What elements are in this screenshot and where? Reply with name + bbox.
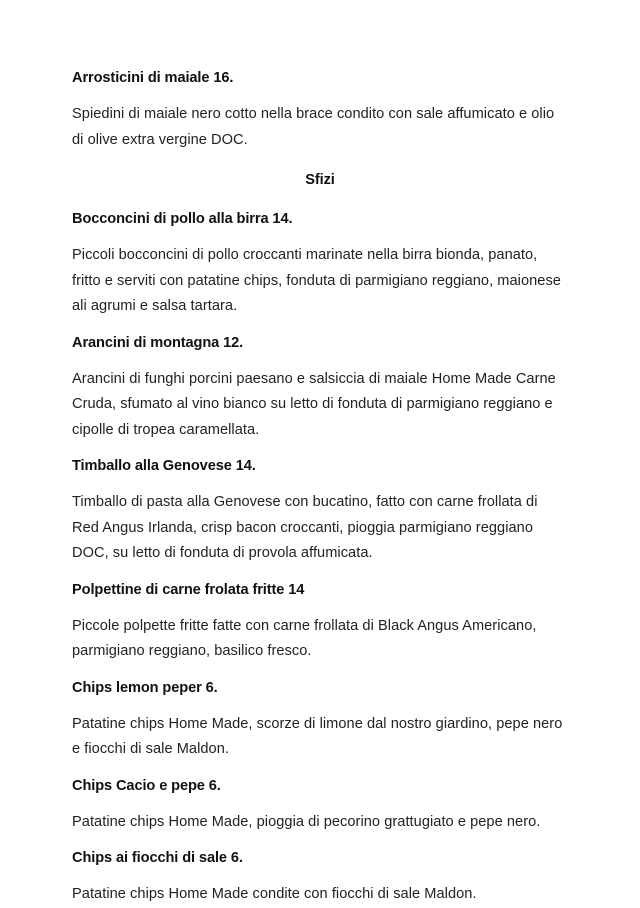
menu-content — [72, 66, 568, 908]
menu-item-chips-lemon-peper — [72, 676, 568, 763]
dish-name: Arrosticini di maiale 16. — [72, 70, 234, 86]
dish-name: Chips ai fiocchi di sale 6. — [72, 850, 243, 866]
menu-item-timballo — [72, 454, 568, 567]
dish-description: Patatine chips Home Made, scorze di limone dal nostro giardino, pepe nero e fiocchi di sale Maldon. — [72, 715, 563, 757]
dish-description: Arancini di funghi porcini paesano e salsiccia di maiale Home Made Carne Cruda, sfumato al vino bianco su letto di fonduta di parmigiano reggiano e cipolle di tropea caramellata. — [72, 370, 556, 438]
dish-name: Chips Cacio e pepe 6. — [72, 777, 221, 794]
dish-description: Spiedini di maiale nero cotto nella brace condito con sale affumicato e olio di olive extra vergine DOC. — [72, 106, 555, 148]
dish-name: Polpettine di carne frolata fritte 14 — [72, 581, 305, 598]
dish-description: Timballo di pasta alla Genovese con bucatino, fatto con carne frollata di Red Angus Irlanda, crisp bacon croccanti, pioggia parmigiano reggiano DOC, su letto di fonduta di provola affumicata. — [72, 494, 538, 561]
dish-description: Patatine chips Home Made condite con fiocchi di sale Maldon. — [72, 886, 477, 902]
dish-name: Arancini di montagna 12. — [72, 334, 244, 351]
dish-name: Chips lemon peper 6. — [72, 679, 218, 696]
menu-item-bocconcini — [72, 207, 568, 320]
menu-item-chips-cacio-e-pepe — [72, 774, 568, 836]
dish-description: Patatine chips Home Made, pioggia di pecorino grattugiato e pepe nero. — [72, 813, 541, 830]
dish-name: Timballo alla Genovese 14. — [72, 458, 256, 474]
menu-item-arancini — [72, 331, 568, 444]
dish-description: Piccoli bocconcini di pollo croccanti marinate nella birra bionda, panato, fritto e serviti con patatine chips, fonduta di parmigiano reggiano, maionese ali agrumi e salsa tartara. — [72, 247, 561, 314]
menu-item-arrosticini — [72, 66, 568, 153]
menu-item-polpettine — [72, 578, 568, 665]
dish-name: Bocconcini di pollo alla birra 14. — [72, 211, 293, 227]
menu-item-chips-fiocchi-di-sale — [72, 846, 568, 908]
section-header-sfizi: Sfizi — [305, 172, 335, 188]
dish-description: Piccole polpette fritte fatte con carne frollata di Black Angus Americano, parmigiano reggiano, basilico fresco. — [72, 617, 537, 659]
